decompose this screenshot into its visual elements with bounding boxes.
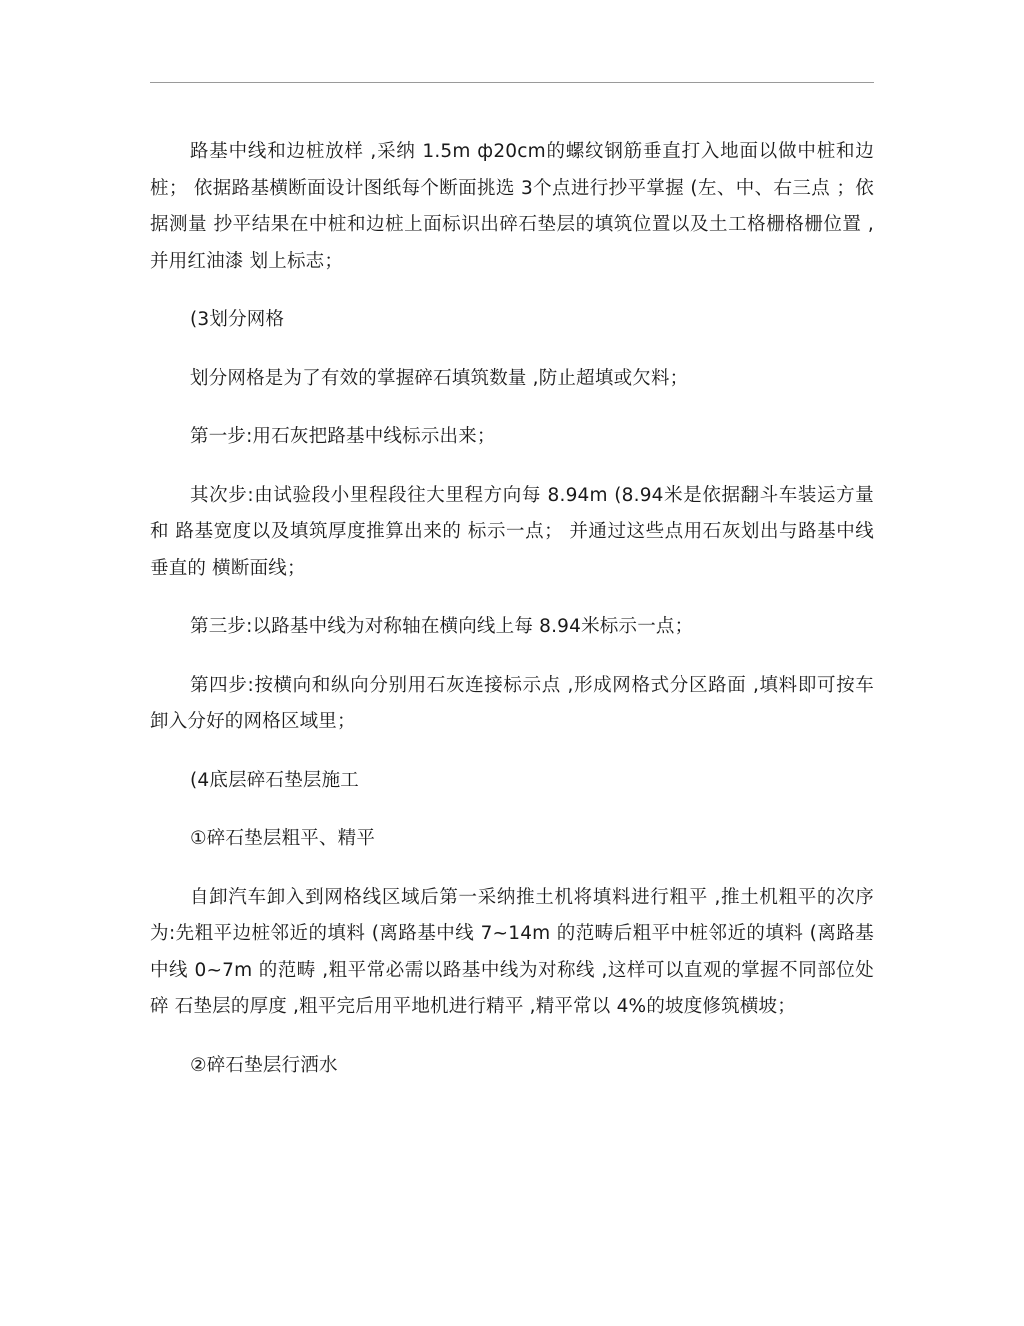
document-body [150,134,874,1084]
header-rule [150,82,874,83]
heading-rough-fine-leveling: ①碎石垫层粗平、精平 [190,828,376,849]
paragraph-leveling: 自卸汽车卸入到网格线区域后第一采纳推土机将填料进行粗平 ,推土机粗平的次序 为:先粗平边桩邻近的填料 (离路基中线 7~14m 的范畴后粗平中桩邻近的填料 (离路基 中线 0~7m 的范畴 ,粗平常必需以路基中线为对称线 ,这样可以直观的掌握不同部位处碎 石垫层的厚度 ,粗平完后用平地机进行精平 ,精平常以 4%的坡度修筑横坡； [150,886,874,1017]
heading-watering: ②碎石垫层行洒水 [190,1054,338,1076]
heading-grid-division: (3划分网格 [190,309,285,330]
paragraph-stakeout: 路基中线和边桩放样 ,采纳 1.5m ф20cm的螺纹钢筋垂直打入地面以做中桩和边桩； 依据路基横断面设计图纸每个断面挑选 3个点进行抄平掌握 (左、中、右三点 ；依据测量 抄平结果在中桩和边桩上面标识出碎石垫层的填筑位置以及土工格栅格栅位置 , 并用红油漆 划上标志； [150,141,874,272]
paragraph-step-three: 第三步:以路基中线为对称轴在横向线上每 8.94米标示一点； [190,616,694,637]
paragraph-step-four: 第四步:按横向和纵向分别用石灰连接标示点 ,形成网格式分区路面 ,填料即可按车 卸入分好的网格区域里； [150,674,874,732]
paragraph-grid-purpose: 划分网格是为了有效的掌握碎石填筑数量 ,防止超填或欠料； [190,367,689,389]
paragraph-step-one: 第一步:用石灰把路基中线标示出来； [190,426,496,447]
paragraph-step-two: 其次步:由试验段小里程段往大里程方向每 8.94m (8.94米是依据翻斗车装运方量和 路基宽度以及填筑厚度推算出来的 标示一点； 并通过这些点用石灰划出与路基中线垂直的 横断面线； [150,484,874,579]
heading-bottom-layer: (4底层碎石垫层施工 [190,769,359,791]
